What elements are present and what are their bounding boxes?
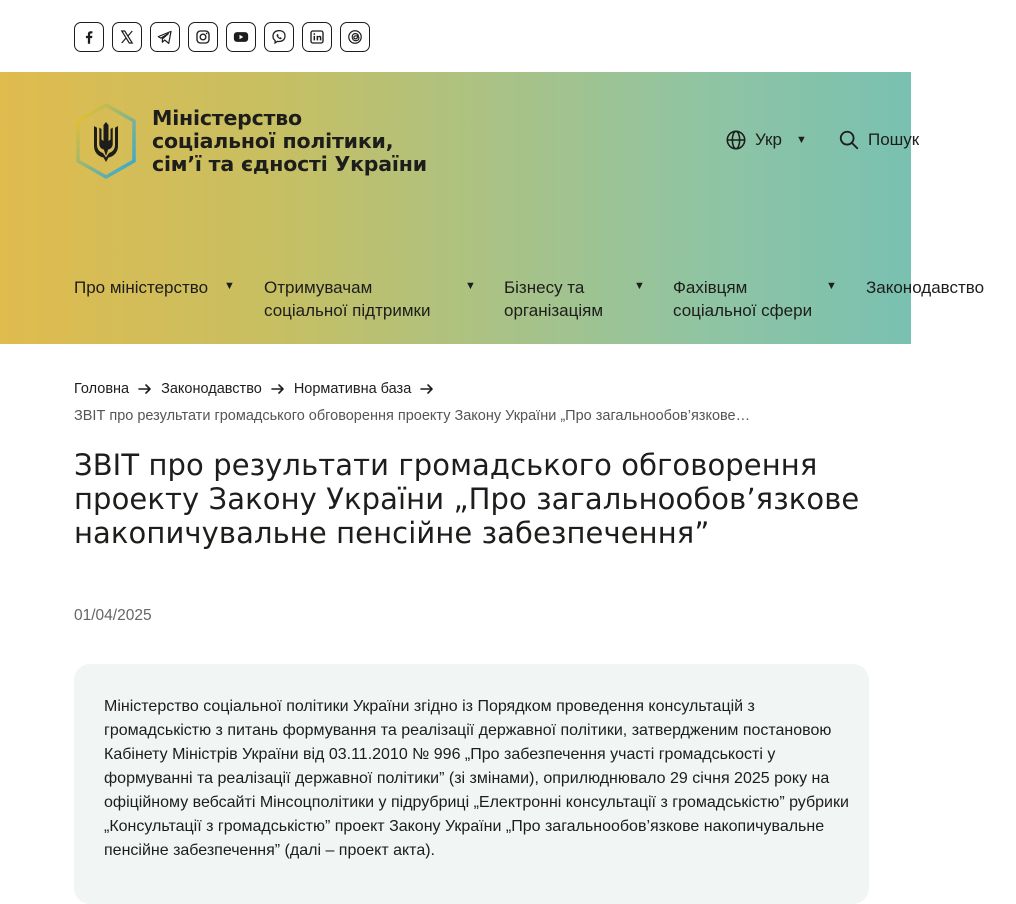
logo-line: сім’ї та єдності України [152,151,427,176]
chevron-down-icon[interactable]: ▼ [465,280,476,292]
facebook-icon[interactable] [74,22,104,52]
breadcrumb-current: ЗВІТ про результати громадського обговорення проекту Закону України „Про загальнообов’язкове… [74,408,751,424]
breadcrumb-normative-base[interactable]: Нормативна база [293,381,412,397]
breadcrumb-legislation[interactable]: Законодавство [161,381,262,397]
nav-item-specialists[interactable] [673,276,823,322]
nav-item-about[interactable] [74,276,224,299]
x-icon[interactable] [112,22,142,52]
site-logo-text [152,107,427,176]
chevron-down-icon: ▼ [795,134,807,146]
linkedin-icon[interactable] [302,22,332,52]
nav-item-label: Про міністерство [74,278,209,297]
search-label: Пошук [868,130,920,149]
arrow-right-icon [419,381,435,397]
site-header [0,72,985,344]
nav-item-business[interactable] [504,276,634,322]
arrow-right-icon [270,381,286,397]
youtube-icon[interactable] [226,22,256,52]
viber-icon[interactable] [264,22,294,52]
breadcrumb-home[interactable]: Головна [74,381,130,397]
logo-line: Міністерство [152,105,302,130]
article-paragraph: Міністерство соціальної політики України згідно із Порядком проведення консультацій з громадськістю з питань формування та реалізації державної політики, затвердженим постановою Кабінету Міністрів України від 03.11.2010 № 996 „Про забезпечення участі громадськості у формуванні та реалізації державної політики” (зі змінами), оприлюднювало 29 січня 2025 року на офіційному вебсайті Мінсоцполітики у підрубриці „Електронні консультації з громадськістю” рубрики „Консультації з громадськістю” проект Закону України „Про загальнообов’язкове накопичувальне пенсійне забезпечення” (далі – проект акта). [104,698,849,859]
search-icon [838,129,860,151]
chevron-down-icon[interactable]: ▼ [826,280,837,292]
logo-line: соціальної політики, [152,128,394,153]
search-button[interactable] [838,129,919,151]
nav-item-label: Фахівцям соціальної сфери [673,278,813,320]
arrow-right-icon [137,381,153,397]
chevron-down-icon[interactable]: ▼ [224,280,235,292]
ministry-emblem-icon [74,102,138,180]
instagram-icon[interactable] [188,22,218,52]
threads-icon[interactable] [340,22,370,52]
nav-item-label: Законодавство [866,278,985,297]
globe-icon [725,129,747,151]
social-bar [74,22,370,52]
language-label: Укр [755,130,782,149]
article-content [74,664,869,904]
nav-item-legislation[interactable] [866,276,1016,299]
page-title: ЗВІТ про результати громадського обговорення проекту Закону України „Про загальнообов’язкове накопичувальне пенсійне забезпечення” [74,448,860,550]
telegram-icon[interactable] [150,22,180,52]
language-selector[interactable] [725,129,807,151]
nav-item-recipients[interactable] [264,276,454,322]
nav-item-label: Бізнесу та організаціям [504,278,604,320]
main-nav [0,276,985,326]
publish-date: 01/04/2025 [74,607,152,624]
site-logo[interactable] [74,102,427,180]
breadcrumb [74,381,443,397]
nav-item-label: Отримувачам соціальної підтримки [264,278,431,320]
chevron-down-icon[interactable]: ▼ [634,280,645,292]
